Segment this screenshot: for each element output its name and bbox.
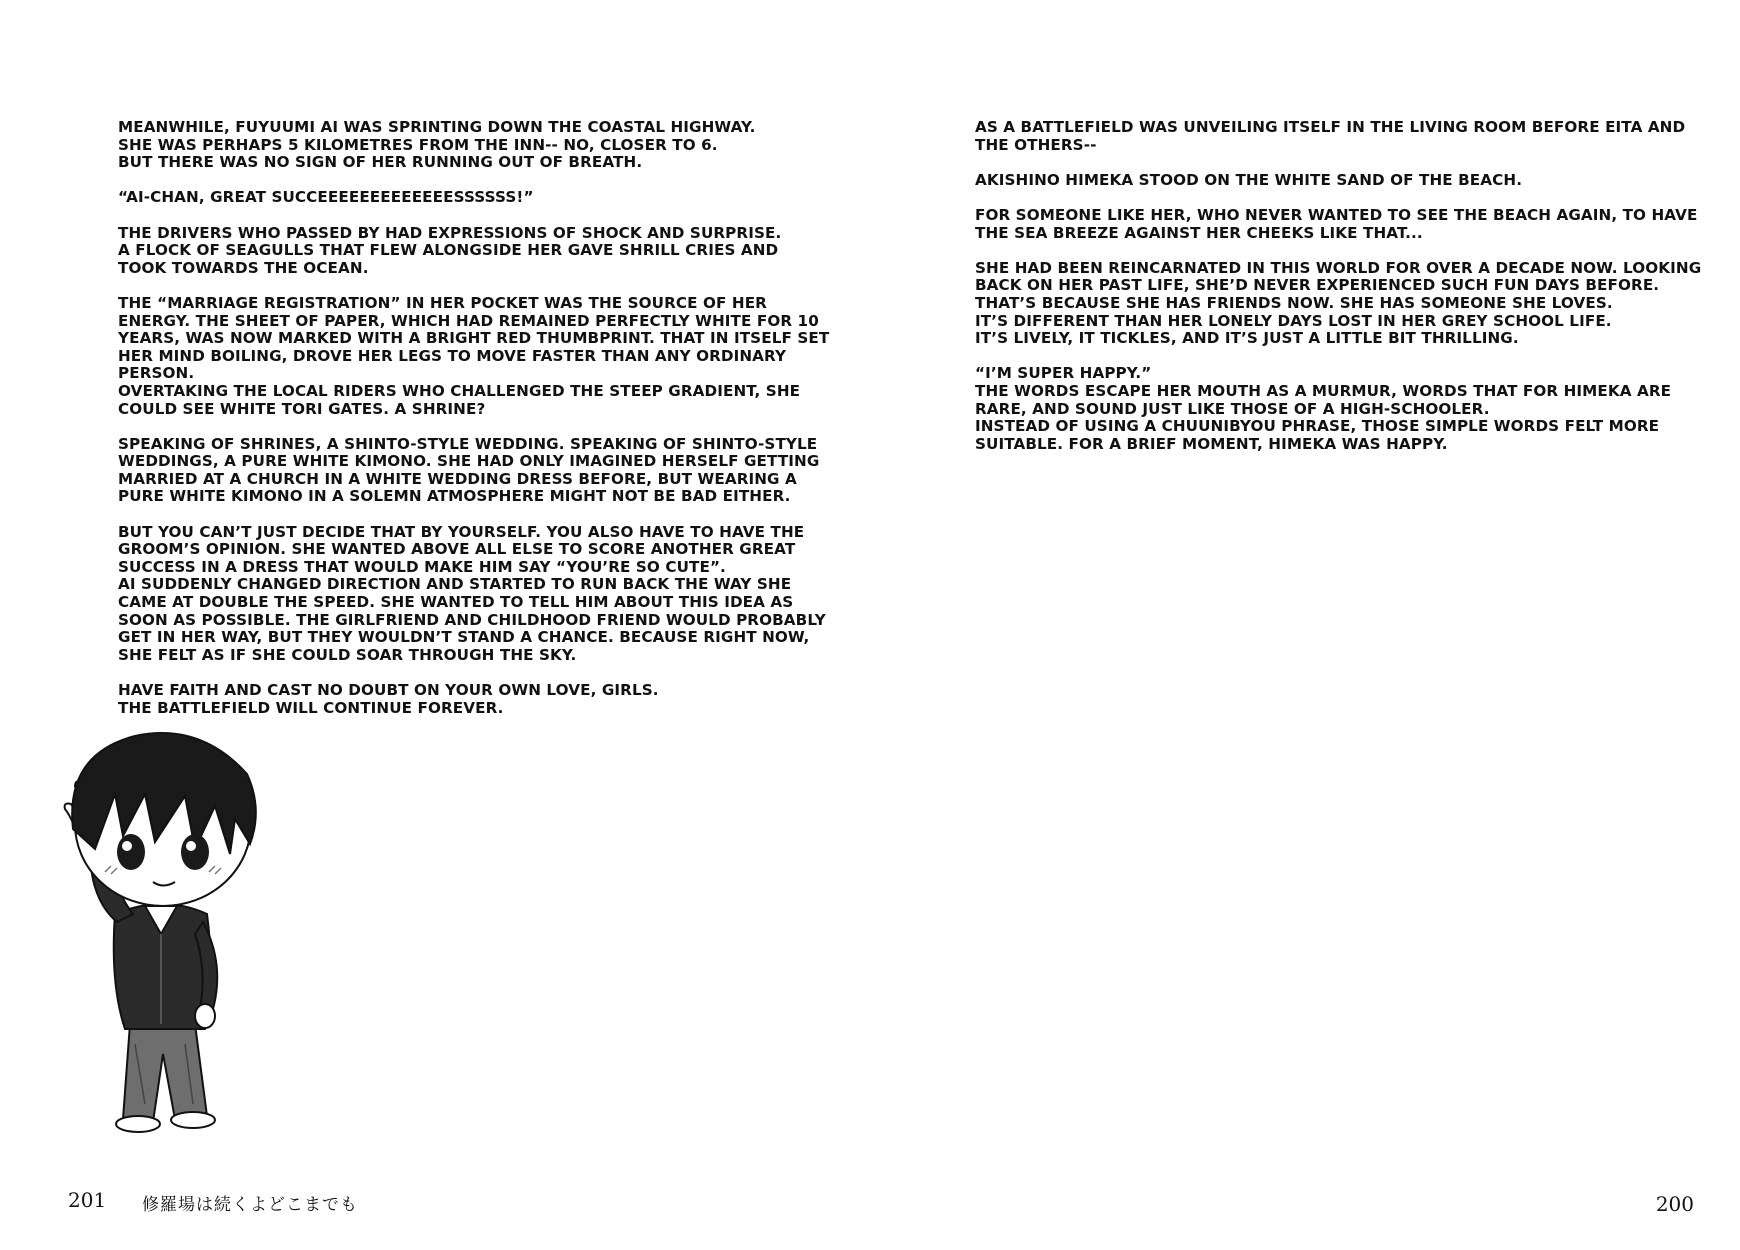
paragraph xyxy=(975,207,1735,242)
paragraph xyxy=(118,189,838,207)
text-line: THE WORDS ESCAPE HER MOUTH AS A MURMUR, WORDS THAT FOR HIMEKA ARE xyxy=(975,381,1672,400)
right-page xyxy=(870,0,1740,1250)
text-line: CAME AT DOUBLE THE SPEED. SHE WANTED TO TELL HIM ABOUT THIS IDEA AS xyxy=(118,593,794,612)
text-line: AI SUDDENLY CHANGED DIRECTION AND STARTED TO RUN BACK THE WAY SHE xyxy=(118,575,792,594)
paragraph xyxy=(118,436,838,506)
text-line: SOON AS POSSIBLE. THE GIRLFRIEND AND CHILDHOOD FRIEND WOULD PROBABLY xyxy=(118,610,826,629)
text-line: MEANWHILE, FUYUUMI AI WAS SPRINTING DOWN THE COASTAL HIGHWAY. xyxy=(118,118,756,136)
text-line: FOR SOMEONE LIKE HER, WHO NEVER WANTED TO SEE THE BEACH AGAIN, TO HAVE xyxy=(975,205,1698,224)
text-line: “I’M SUPER HAPPY.” xyxy=(975,364,1152,383)
text-line: BACK ON HER PAST LIFE, SHE’D NEVER EXPERIENCED SUCH FUN DAYS BEFORE. xyxy=(975,276,1660,295)
left-page-text xyxy=(118,119,838,735)
text-line: SPEAKING OF SHRINES, A SHINTO-STYLE WEDDING. SPEAKING OF SHINTO-STYLE xyxy=(118,434,818,453)
text-line: A FLOCK OF SEAGULLS THAT FLEW ALONGSIDE HER GAVE SHRILL CRIES AND xyxy=(118,241,779,260)
text-line: THE SEA BREEZE AGAINST HER CHEEKS LIKE THAT... xyxy=(975,223,1423,242)
text-line: BUT THERE WAS NO SIGN OF HER RUNNING OUT OF BREATH. xyxy=(118,153,643,172)
text-line: THE DRIVERS WHO PASSED BY HAD EXPRESSIONS OF SHOCK AND SURPRISE. xyxy=(118,223,782,242)
page-number-left: 201 xyxy=(68,1188,107,1212)
text-line: WEDDINGS, A PURE WHITE KIMONO. SHE HAD ONLY IMAGINED HERSELF GETTING xyxy=(118,452,820,471)
text-line: YEARS, WAS NOW MARKED WITH A BRIGHT RED THUMBPRINT. THAT IN ITSELF SET xyxy=(118,329,830,348)
paragraph xyxy=(118,119,838,172)
text-line: PERSON. xyxy=(118,364,195,383)
text-line: HAVE FAITH AND CAST NO DOUBT ON YOUR OWN LOVE, GIRLS. xyxy=(118,681,659,699)
text-line: THE OTHERS-- xyxy=(975,135,1097,154)
paragraph xyxy=(118,225,838,278)
paragraph xyxy=(118,682,838,717)
paragraph xyxy=(975,260,1735,348)
text-line: HER MIND BOILING, DROVE HER LEGS TO MOVE FASTER THAN ANY ORDINARY xyxy=(118,346,787,365)
right-page-text xyxy=(975,119,1735,471)
text-line: GET IN HER WAY, BUT THEY WOULDN’T STAND A CHANCE. BECAUSE RIGHT NOW, xyxy=(118,628,810,647)
text-line: THE BATTLEFIELD WILL CONTINUE FOREVER. xyxy=(118,698,504,717)
text-line: ENERGY. THE SHEET OF PAPER, WHICH HAD REMAINED PERFECTLY WHITE FOR 10 xyxy=(118,311,819,330)
text-line: COULD SEE WHITE TORI GATES. A SHRINE? xyxy=(118,399,486,418)
book-title: 修羅場は続くよどこまでも xyxy=(142,1195,358,1215)
text-line: GROOM’S OPINION. SHE WANTED ABOVE ALL ELSE TO SCORE ANOTHER GREAT xyxy=(118,540,796,559)
text-line: BUT YOU CAN’T JUST DECIDE THAT BY YOURSELF. YOU ALSO HAVE TO HAVE THE xyxy=(118,522,805,541)
text-line: SUCCESS IN A DRESS THAT WOULD MAKE HIM SAY “YOU’RE SO CUTE”. xyxy=(118,557,726,576)
text-line: RARE, AND SOUND JUST LIKE THOSE OF A HIGH-SCHOOLER. xyxy=(975,399,1490,418)
paragraph xyxy=(975,172,1735,190)
text-line: SUITABLE. FOR A BRIEF MOMENT, HIMEKA WAS HAPPY. xyxy=(975,434,1448,453)
paragraph xyxy=(975,119,1735,154)
text-line: IT’S DIFFERENT THAN HER LONELY DAYS LOST IN HER GREY SCHOOL LIFE. xyxy=(975,311,1612,330)
paragraph xyxy=(118,295,838,418)
text-line: AS A BATTLEFIELD WAS UNVEILING ITSELF IN THE LIVING ROOM BEFORE EITA AND xyxy=(975,118,1686,136)
text-line: THAT’S BECAUSE SHE HAS FRIENDS NOW. SHE HAS SOMEONE SHE LOVES. xyxy=(975,293,1613,312)
text-line: MARRIED AT A CHURCH IN A WHITE WEDDING DRESS BEFORE, BUT WEARING A xyxy=(118,469,797,488)
text-line: SHE FELT AS IF SHE COULD SOAR THROUGH THE SKY. xyxy=(118,645,577,664)
text-line: SHE WAS PERHAPS 5 KILOMETRES FROM THE INN-- NO, CLOSER TO 6. xyxy=(118,135,718,154)
text-line: TOOK TOWARDS THE OCEAN. xyxy=(118,258,369,277)
chibi-boy-waving-illustration xyxy=(35,724,325,1144)
text-line: PURE WHITE KIMONO IN A SOLEMN ATMOSPHERE MIGHT NOT BE BAD EITHER. xyxy=(118,487,791,506)
page-number-right: 200 xyxy=(1655,1192,1694,1216)
text-line: IT’S LIVELY, IT TICKLES, AND IT’S JUST A LITTLE BIT THRILLING. xyxy=(975,329,1519,348)
text-line: OVERTAKING THE LOCAL RIDERS WHO CHALLENGED THE STEEP GRADIENT, SHE xyxy=(118,381,801,400)
text-line: AKISHINO HIMEKA STOOD ON THE WHITE SAND OF THE BEACH. xyxy=(975,170,1523,189)
text-line: “AI-CHAN, GREAT SUCCEEEEEEEEEEEEESSSSSS!” xyxy=(118,188,534,207)
text-line: SHE HAD BEEN REINCARNATED IN THIS WORLD FOR OVER A DECADE NOW. LOOKING xyxy=(975,258,1702,277)
text-line: INSTEAD OF USING A CHUUNIBYOU PHRASE, THOSE SIMPLE WORDS FELT MORE xyxy=(975,417,1660,436)
paragraph xyxy=(975,365,1735,453)
paragraph xyxy=(118,524,838,665)
text-line: THE “MARRIAGE REGISTRATION” IN HER POCKET WAS THE SOURCE OF HER xyxy=(118,293,767,312)
